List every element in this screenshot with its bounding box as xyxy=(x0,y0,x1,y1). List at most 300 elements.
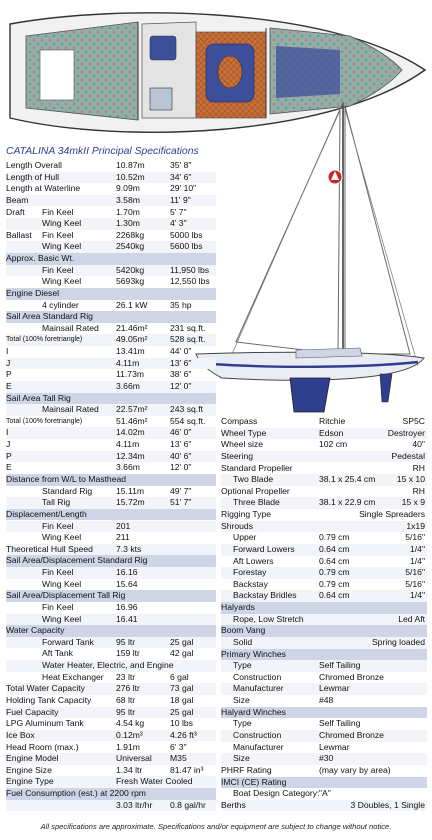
spec-sublabel: Backstay xyxy=(233,578,268,589)
spec-metric: 0.79 cm xyxy=(319,578,350,589)
spec-imperial: 51' 7" xyxy=(170,497,192,508)
spec-metric: "A" xyxy=(319,788,331,799)
spec-metric: 0.64 cm xyxy=(319,590,350,601)
spec-imperial: 4.26 ft³ xyxy=(170,729,197,740)
spec-metric: 0.64 cm xyxy=(319,543,350,554)
spec-label: Engine Diesel xyxy=(6,287,60,298)
spec-row xyxy=(6,497,216,509)
spec-row xyxy=(6,672,216,684)
spec-sublabel: Size xyxy=(233,695,250,706)
spec-label: PHRF Rating xyxy=(221,764,272,775)
spec-row xyxy=(6,265,216,277)
spec-metric: 38.1 x 25.4 cm xyxy=(319,474,376,485)
spec-metric: Edson xyxy=(319,427,344,438)
spec-imperial: 25 gal xyxy=(170,706,194,717)
headsail xyxy=(236,110,340,354)
spec-row xyxy=(221,800,427,812)
spec-row xyxy=(6,451,216,463)
spec-metric: 7.3 kts xyxy=(116,543,142,554)
spec-metric: 14.02m xyxy=(116,427,145,438)
spec-imperial: 6' 3" xyxy=(170,741,187,752)
spec-label: Berths xyxy=(221,799,246,810)
spec-row xyxy=(221,486,427,498)
spec-imperial: 15 x 9 xyxy=(401,497,425,508)
spec-sublabel: Forward Lowers xyxy=(233,543,295,554)
spec-row xyxy=(221,451,427,463)
spec-row xyxy=(6,474,216,486)
spec-metric: 22.57m² xyxy=(116,404,148,415)
spec-row xyxy=(6,416,216,428)
spec-row xyxy=(6,730,216,742)
spec-imperial: 35' 8" xyxy=(170,160,192,170)
spec-sublabel: Forward Tank xyxy=(42,636,94,647)
spec-sublabel: Type xyxy=(233,718,252,729)
spec-row xyxy=(6,427,216,439)
spec-row xyxy=(6,439,216,451)
spec-row xyxy=(6,486,216,498)
spec-label: Sail Area/Displacement Standard Rig xyxy=(6,555,148,566)
spec-metric: 4.11m xyxy=(116,439,140,450)
spec-metric: 3.66m xyxy=(116,462,140,473)
spec-sublabel: Size xyxy=(233,753,250,764)
spec-imperial: 12' 0" xyxy=(170,380,192,391)
spec-sublabel: Forestay xyxy=(233,567,267,578)
spec-sublabel: Solid xyxy=(233,636,253,647)
spec-label: Approx. Basic Wt. xyxy=(6,253,75,264)
spec-imperial: 34' 6" xyxy=(170,171,192,182)
spec-label: P xyxy=(6,369,12,380)
spec-metric: 159 ltr xyxy=(116,648,140,659)
spec-imperial: 25 gal xyxy=(170,636,194,647)
rudder xyxy=(380,374,392,402)
spec-sublabel: Heat Exchanger xyxy=(42,671,104,682)
spec-metric: 16.96 xyxy=(116,601,138,612)
spec-metric: 11.73m xyxy=(116,369,145,380)
spec-sublabel: Three Blade xyxy=(233,497,280,508)
spec-metric: Chromed Bronze xyxy=(319,730,384,740)
spec-imperial: 46' 0" xyxy=(170,427,192,438)
spec-metric: 1.91m xyxy=(116,741,140,752)
spec-row xyxy=(6,648,216,660)
spec-imperial: 231 sq.ft. xyxy=(170,322,206,333)
spec-metric: 13.41m xyxy=(116,346,145,357)
spec-row xyxy=(221,579,427,591)
spec-imperial: 3 Doubles, 1 Single xyxy=(350,799,425,810)
spec-row xyxy=(6,300,216,312)
spec-metric: 1.34 ltr xyxy=(116,764,143,775)
spec-metric: Self Tailing xyxy=(319,718,361,729)
spec-sublabel: Two Blade xyxy=(233,474,274,485)
spec-sublabel: Standard Rig xyxy=(42,485,93,496)
spec-row xyxy=(221,497,427,509)
spec-sublabel: Type xyxy=(233,660,252,671)
spec-label: Halyard Winches xyxy=(221,706,286,717)
spec-row xyxy=(221,695,427,707)
spec-imperial: Led Aft xyxy=(398,613,425,624)
spec-imperial: 528 sq.ft. xyxy=(170,334,206,345)
spec-row xyxy=(221,590,427,602)
spec-imperial: RH xyxy=(412,485,425,496)
spec-row xyxy=(6,334,216,346)
spec-metric: 68 ltr xyxy=(116,694,136,705)
spec-row xyxy=(221,742,427,754)
spec-imperial: 38' 6" xyxy=(170,369,192,380)
spec-metric: 16.16 xyxy=(116,567,138,578)
spec-row xyxy=(221,463,427,475)
spec-row xyxy=(6,241,216,253)
spec-sublabel: Backstay Bridles xyxy=(233,590,297,601)
spec-row xyxy=(6,404,216,416)
spec-row xyxy=(6,288,216,300)
spec-row xyxy=(221,556,427,568)
spec-row xyxy=(6,311,216,323)
spec-sublabel: Boat Design Category: xyxy=(233,788,320,799)
spec-label: E xyxy=(6,462,12,473)
spec-row xyxy=(6,276,216,288)
spec-metric: Lewmar xyxy=(319,741,350,752)
spec-metric: 211 xyxy=(116,532,130,543)
spec-label: Fuel Consumption (est.) at 2200 rpm xyxy=(6,788,146,799)
spec-row xyxy=(221,718,427,730)
spec-row xyxy=(221,660,427,672)
spec-metric: 4.11m xyxy=(116,357,140,368)
spec-metric: 16.41 xyxy=(116,613,138,624)
spec-label: Engine Type xyxy=(6,776,54,787)
spec-row xyxy=(6,381,216,393)
spec-imperial: 5/16" xyxy=(405,532,425,543)
spec-imperial: 81.47 in³ xyxy=(170,764,204,775)
disclaimer-footer: All specifications are approximate. Specifications and/or equipment are subject to change without notice. xyxy=(40,822,392,831)
spec-label: Draft xyxy=(6,206,25,217)
spec-row xyxy=(221,509,427,521)
spec-label: Ice Box xyxy=(6,729,35,740)
spec-sublabel: Wing Keel xyxy=(42,218,82,229)
spec-metric: 15.72m xyxy=(116,497,145,508)
spec-row xyxy=(6,369,216,381)
spec-row xyxy=(6,393,216,405)
sailboat-profile-illustration xyxy=(192,92,428,422)
spec-metric: 15.11m xyxy=(116,485,145,496)
spec-label: Ballast xyxy=(6,229,32,240)
spec-metric: 1.70m xyxy=(116,206,140,217)
spec-row xyxy=(6,532,216,544)
spec-imperial: 13' 6" xyxy=(170,357,192,368)
spec-imperial: 15 x 10 xyxy=(396,474,425,485)
spec-label: Length at Waterline xyxy=(6,183,81,194)
spec-sublabel: Rope, Low Stretch xyxy=(233,613,304,624)
spec-imperial: 5' 7" xyxy=(170,206,187,217)
spec-metric: 3.03 ltr/hr xyxy=(116,799,153,810)
spec-label: Optional Propeller xyxy=(221,485,290,496)
spec-sublabel: Mainsail Rated xyxy=(42,322,99,333)
spec-metric: 102 cm xyxy=(319,439,348,450)
spec-row xyxy=(6,788,216,800)
spec-metric: 201 xyxy=(116,520,131,531)
spec-imperial: 5000 lbs xyxy=(170,229,203,240)
spec-row xyxy=(221,753,427,765)
spec-metric: 1.30m xyxy=(116,218,140,229)
spec-imperial: 5/16" xyxy=(405,567,425,578)
spec-imperial: Single Spreaders xyxy=(359,509,425,520)
spec-sublabel: Aft Tank xyxy=(42,648,73,659)
spec-row xyxy=(221,567,427,579)
spec-imperial: 5600 lbs xyxy=(170,241,203,252)
spec-imperial: 4' 3" xyxy=(170,218,187,229)
spec-label: Length of Hull xyxy=(6,171,60,182)
spec-row xyxy=(6,521,216,533)
spec-row xyxy=(221,683,427,695)
spec-row xyxy=(6,614,216,626)
spec-row xyxy=(221,614,427,626)
spec-row xyxy=(6,346,216,358)
spec-row xyxy=(6,567,216,579)
spec-metric: 0.79 cm xyxy=(319,532,350,543)
spec-row xyxy=(6,660,216,672)
spec-row xyxy=(221,730,427,742)
spec-row xyxy=(6,509,216,521)
spec-metric: Chromed Bronze xyxy=(319,671,384,682)
spec-imperial: 243 sq.ft xyxy=(170,404,203,415)
spec-imperial: 73 gal xyxy=(170,683,194,694)
spec-sublabel: Construction xyxy=(233,730,282,740)
spec-metric: 15.64 xyxy=(116,578,138,589)
spec-row xyxy=(221,625,427,637)
spec-row xyxy=(221,544,427,556)
spec-metric: 51.46m² xyxy=(116,415,148,426)
spec-row xyxy=(6,753,216,765)
spec-row xyxy=(6,555,216,567)
spec-imperial: Spring loaded xyxy=(371,636,425,647)
spec-row xyxy=(6,602,216,614)
spec-metric: 5693kg xyxy=(116,276,145,287)
spec-metric: 2268kg xyxy=(116,229,145,240)
spec-row xyxy=(6,637,216,649)
spec-sublabel: Wing Keel xyxy=(42,241,82,252)
spec-metric: 0.79 cm xyxy=(319,567,350,578)
spec-metric: 10.52m xyxy=(116,171,145,182)
spec-row xyxy=(6,625,216,637)
spec-imperial: 18 gal xyxy=(170,694,194,705)
spec-sublabel: Mainsail Rated xyxy=(42,404,99,415)
spec-sublabel: Fin Keel xyxy=(42,520,74,531)
spec-imperial: Pedestal xyxy=(391,450,425,461)
spec-row xyxy=(6,462,216,474)
spec-label: Head Room (max.) xyxy=(6,741,79,752)
spec-sublabel: Fin Keel xyxy=(42,206,74,217)
spec-label: Fuel Capacity xyxy=(6,706,59,717)
spec-label: J xyxy=(6,439,11,450)
spec-imperial: 11' 9" xyxy=(170,194,191,205)
spec-label: Compass xyxy=(221,416,258,426)
spec-metric: 2540kg xyxy=(116,241,145,252)
spec-row xyxy=(221,416,427,428)
spec-row xyxy=(6,707,216,719)
spec-metric: 12.34m xyxy=(116,450,145,461)
spec-imperial: 0.8 gal/hr xyxy=(170,799,206,810)
spec-sublabel: Manufacturer xyxy=(233,683,284,694)
spec-metric: 276 ltr xyxy=(116,683,140,694)
spec-sublabel: Wing Keel xyxy=(42,613,82,624)
spec-label: Wheel Type xyxy=(221,427,267,438)
spec-label: Sail Area/Displacement Tall Rig xyxy=(6,590,126,601)
spec-row xyxy=(221,602,427,614)
spec-row xyxy=(221,521,427,533)
spec-sublabel: Wing Keel xyxy=(42,578,82,589)
spec-sublabel: Fin Keel xyxy=(42,264,74,275)
spec-metric: 10.87m xyxy=(116,160,145,170)
spec-row xyxy=(221,788,427,800)
spec-row xyxy=(6,718,216,730)
spec-metric: 5420kg xyxy=(116,264,145,275)
spec-row xyxy=(6,183,216,195)
spec-row xyxy=(221,428,427,440)
spec-imperial: 5/16" xyxy=(405,578,425,589)
spec-row xyxy=(6,253,216,265)
spec-metric: 0.64 cm xyxy=(319,555,350,566)
spec-row xyxy=(6,742,216,754)
spec-metric: #48 xyxy=(319,695,334,706)
spec-imperial: 12' 0" xyxy=(170,462,192,473)
spec-title: CATALINA 34mkII Principal Specifications xyxy=(6,146,199,157)
spec-row xyxy=(6,323,216,335)
spec-row xyxy=(6,765,216,777)
spec-label: E xyxy=(6,380,12,391)
spec-metric: 4.54 kg xyxy=(116,718,145,729)
spec-sublabel: Tall Rig xyxy=(42,497,71,508)
spec-imperial: M35 xyxy=(170,753,187,764)
spec-sublabel: Upper xyxy=(233,532,257,543)
spec-row xyxy=(6,172,216,184)
spec-sublabel: Fin Keel xyxy=(42,601,74,612)
spec-row xyxy=(221,474,427,486)
spec-label: Total (100% foretriangle) xyxy=(6,417,83,425)
spec-sublabel: Water Heater, Electric, and Engine xyxy=(42,660,174,671)
spec-metric: Self Tailing xyxy=(319,660,361,671)
spec-label: Total Water Capacity xyxy=(6,683,85,694)
spec-metric: #30 xyxy=(319,753,334,764)
spec-label: IMCI (CE) Rating xyxy=(221,776,287,787)
spec-label: Standard Propeller xyxy=(221,462,293,473)
spec-metric: 21.46m² xyxy=(116,322,148,333)
spec-row xyxy=(6,230,216,242)
spec-metric: (may vary by area) xyxy=(319,764,391,775)
spec-label: J xyxy=(6,357,11,368)
spec-metric: Lewmar xyxy=(319,683,350,694)
spec-label: Holding Tank Capacity xyxy=(6,694,92,705)
spec-label: I xyxy=(6,346,9,357)
spec-metric: 23 ltr xyxy=(116,671,136,682)
spec-imperial: 554 sq.ft. xyxy=(170,415,206,426)
spec-label: Sail Area Tall Rig xyxy=(6,392,71,403)
keel xyxy=(290,378,330,412)
spec-label: Water Capacity xyxy=(6,625,65,636)
spec-label: Primary Winches xyxy=(221,648,286,659)
spec-row xyxy=(6,590,216,602)
spec-row xyxy=(221,672,427,684)
spec-label: Length Overall xyxy=(6,160,62,170)
spec-imperial: 1x19 xyxy=(406,520,425,531)
spec-row xyxy=(6,776,216,788)
spec-imperial: 42 gal xyxy=(170,648,194,659)
spec-imperial: 13' 6" xyxy=(170,439,192,450)
spec-metric: 49.05m² xyxy=(116,334,148,345)
spec-imperial: 10 lbs xyxy=(170,718,193,729)
spec-metric: 9.09m xyxy=(116,183,140,194)
spec-metric: 3.58m xyxy=(116,194,140,205)
spec-imperial: 49' 7" xyxy=(170,485,192,496)
spec-label: LPG Aluminum Tank xyxy=(6,718,84,729)
spec-metric: 3.66m xyxy=(116,380,140,391)
spec-imperial: 1/4" xyxy=(410,543,425,554)
spec-row xyxy=(6,695,216,707)
spec-metric: 26.1 kW xyxy=(116,299,148,310)
spec-sublabel: Fin Keel xyxy=(42,567,74,578)
spec-imperial: RH xyxy=(412,462,425,473)
spec-label: Shrouds xyxy=(221,520,254,531)
spec-row xyxy=(221,707,427,719)
spec-label: Engine Model xyxy=(6,753,59,764)
spec-imperial: 1/4" xyxy=(410,590,425,601)
spec-sublabel: Fin Keel xyxy=(42,229,74,240)
spec-label: Wheel size xyxy=(221,439,264,450)
spec-metric: Universal xyxy=(116,753,152,764)
spec-imperial: 6 gal xyxy=(170,671,189,682)
spec-metric: 95 ltr xyxy=(116,636,136,647)
spec-row xyxy=(6,207,216,219)
spec-row xyxy=(6,579,216,591)
spec-imperial: 29' 10" xyxy=(170,183,197,194)
spec-sublabel: Aft Lowers xyxy=(233,555,274,566)
spec-metric: Ritchie xyxy=(319,416,346,426)
spec-imperial: 44' 0" xyxy=(170,346,192,357)
spec-metric: 0.12m³ xyxy=(116,729,143,740)
spec-row xyxy=(6,358,216,370)
spec-label: Sail Area Standard Rig xyxy=(6,311,93,322)
spec-sublabel: Manufacturer xyxy=(233,741,284,752)
spec-row xyxy=(221,637,427,649)
spec-label: Halyards xyxy=(221,602,255,613)
spec-row xyxy=(221,777,427,789)
spec-label: Engine Size xyxy=(6,764,52,775)
spec-row xyxy=(6,195,216,207)
spec-imperial: 1/4" xyxy=(410,555,425,566)
spec-metric: Fresh Water Cooled xyxy=(116,776,193,787)
spec-imperial: 40" xyxy=(412,439,425,450)
spec-row xyxy=(6,544,216,556)
spec-row xyxy=(221,439,427,451)
spec-row xyxy=(6,683,216,695)
spec-sublabel: 4 cylinder xyxy=(42,299,79,310)
spec-imperial: 12,550 lbs xyxy=(170,276,210,287)
spec-sublabel: Construction xyxy=(233,671,282,682)
spec-imperial: Destroyer xyxy=(387,427,425,438)
spec-label: I xyxy=(6,427,9,438)
spec-row xyxy=(6,800,216,812)
spec-imperial: 35 hp xyxy=(170,299,192,310)
spec-label: Steering xyxy=(221,450,254,461)
spec-label: Beam xyxy=(6,194,29,205)
spec-label: Rigging Type xyxy=(221,509,272,520)
spec-metric: 95 ltr xyxy=(116,706,136,717)
spec-metric: 38.1 x 22.9 cm xyxy=(319,497,376,508)
spec-row xyxy=(221,532,427,544)
spec-label: P xyxy=(6,450,12,461)
spec-row xyxy=(6,218,216,230)
spec-sublabel: Wing Keel xyxy=(42,276,82,287)
spec-label: Theoretical Hull Speed xyxy=(6,543,93,554)
spec-imperial: 40' 6" xyxy=(170,450,192,461)
spec-row xyxy=(6,160,216,172)
